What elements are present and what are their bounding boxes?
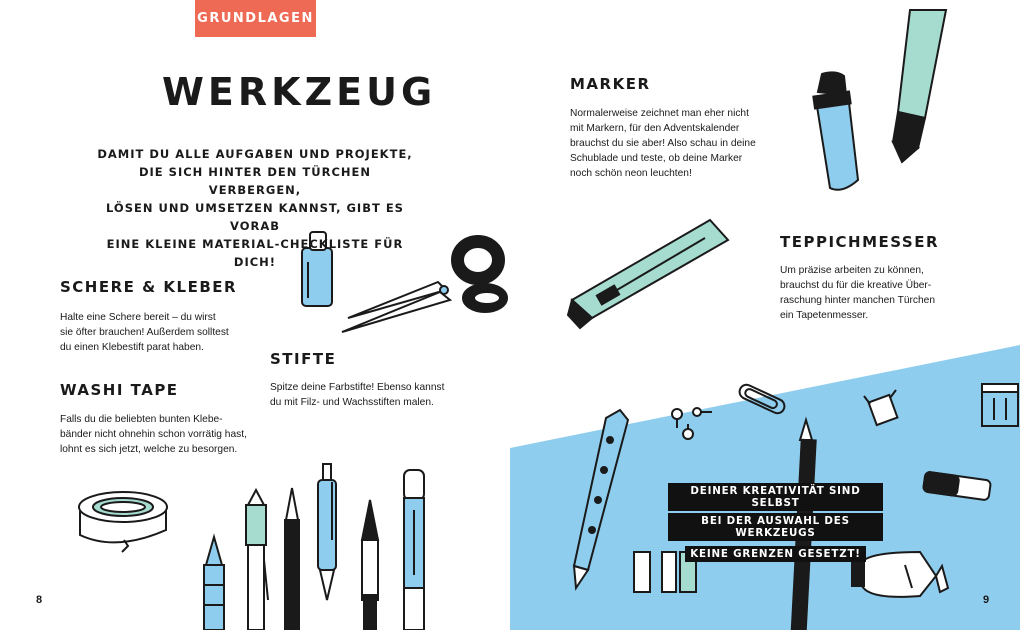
heading-stifte: STIFTE bbox=[270, 350, 337, 368]
page-number-right: 9 bbox=[983, 594, 990, 606]
text-line: Falls du die beliebten bunten Klebe- bbox=[60, 414, 223, 425]
text-line: bänder nicht ohnehin schon vorrätig hast, bbox=[60, 429, 247, 440]
text-line: sie öfter brauchen! Außerdem solltest bbox=[60, 327, 229, 338]
intro-text bbox=[95, 145, 415, 271]
intro-line: LÖSEN UND UMSETZEN KANNST, GIBT ES VORAB bbox=[106, 201, 404, 233]
quote-line: BEI DER AUSWAHL DES WERKZEUGS bbox=[668, 513, 883, 541]
text-line: brauchst du sie aber! Also schau in deine bbox=[570, 138, 756, 149]
page-number-left: 8 bbox=[36, 594, 43, 606]
text-line: Um präzise arbeiten zu können, bbox=[780, 265, 924, 276]
text-stifte bbox=[270, 380, 444, 410]
text-line: noch schön neon leuchten! bbox=[570, 168, 692, 179]
text-teppichmesser bbox=[780, 263, 935, 323]
quote-line: KEINE GRENZEN GESETZT! bbox=[685, 546, 866, 562]
intro-line: DAMIT DU ALLE AUFGABEN UND PROJEKTE, bbox=[97, 147, 413, 161]
highlighter-icon bbox=[813, 72, 858, 189]
text-line: ein Tapetenmesser. bbox=[780, 310, 869, 321]
text-line: du mit Filz- und Wachsstiften malen. bbox=[270, 397, 434, 408]
heading-teppichmesser: TEPPICHMESSER bbox=[780, 233, 940, 251]
text-line: brauchst du für die kreative Über- bbox=[780, 280, 932, 291]
quote-line: DEINER KREATIVITÄT SIND SELBST bbox=[668, 483, 883, 511]
intro-line: EINE KLEINE MATERIAL-CHECKLISTE FÜR DICH! bbox=[106, 237, 404, 269]
text-schere-kleber bbox=[60, 310, 229, 355]
heading-marker: MARKER bbox=[570, 75, 651, 93]
text-line: Spitze deine Farbstifte! Ebenso kannst bbox=[270, 382, 445, 393]
text-line: Halte eine Schere bereit – du wirst bbox=[60, 312, 216, 323]
text-line: raschung hinter manchen Türchen bbox=[780, 295, 935, 306]
text-line: Schublade und teste, ob deine Marker bbox=[570, 153, 743, 164]
sharpener-icon bbox=[982, 384, 1018, 426]
text-line: mit Markern, für den Adventskalender bbox=[570, 123, 740, 134]
pens-group-icon bbox=[204, 464, 424, 630]
cutter-knife-icon bbox=[568, 220, 728, 328]
page-title: WERKZEUG bbox=[162, 70, 437, 114]
text-marker bbox=[570, 106, 756, 181]
text-line: Normalerweise zeichnet man eher nicht bbox=[570, 108, 749, 119]
text-line: du einen Klebestift parat haben. bbox=[60, 342, 204, 353]
text-line: lohnt es sich jetzt, welche zu besorgen. bbox=[60, 444, 238, 455]
washi-tape-icon bbox=[79, 492, 167, 552]
heading-washi-tape: WASHI TAPE bbox=[60, 381, 179, 399]
heading-schere-kleber: SCHERE & KLEBER bbox=[60, 278, 238, 296]
text-washi-tape bbox=[60, 412, 247, 457]
section-tag: GRUNDLAGEN bbox=[195, 0, 316, 37]
intro-line: DIE SICH HINTER DEN TÜRCHEN VERBERGEN, bbox=[138, 165, 371, 197]
quote-box bbox=[668, 482, 883, 563]
permanent-marker-icon bbox=[893, 10, 946, 162]
